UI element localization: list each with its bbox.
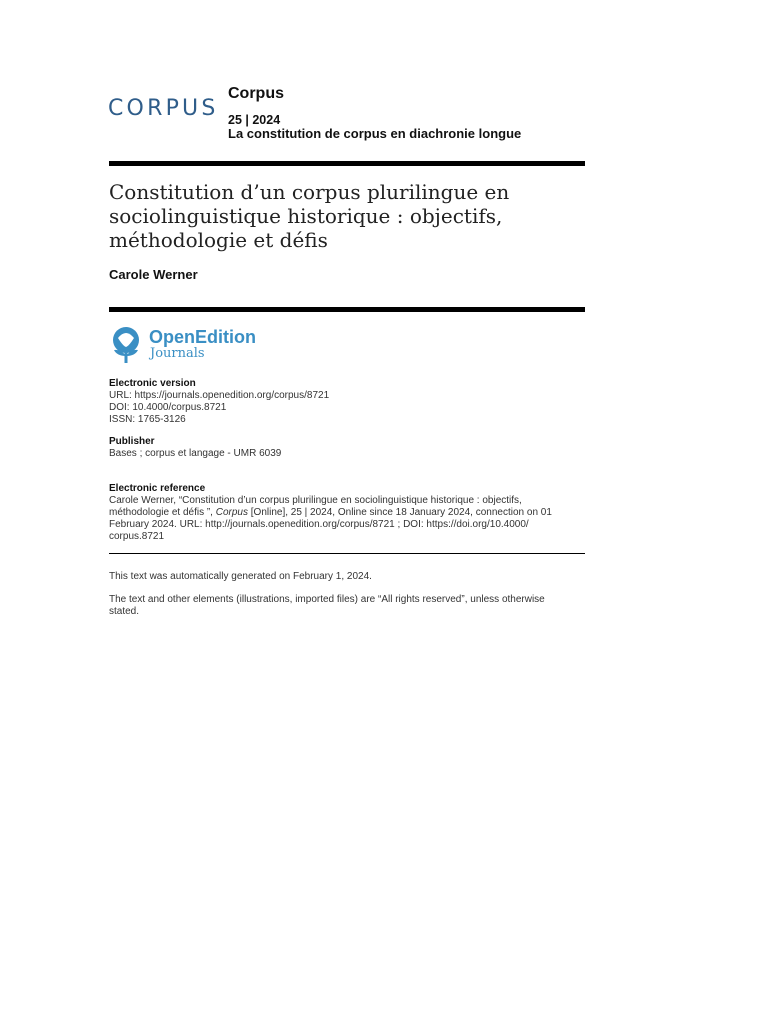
electronic-reference-line: Carole Werner, “Constitution d’un corpus plurilingue en sociolinguistique historique : objectifs, bbox=[109, 495, 522, 506]
publisher-name: Bases ; corpus et langage - UMR 6039 bbox=[109, 448, 282, 459]
corpus-logo: CORPUS bbox=[108, 96, 219, 121]
electronic-version-heading: Electronic version bbox=[109, 378, 196, 389]
journal-name: Corpus bbox=[228, 85, 284, 102]
divider-top bbox=[109, 161, 585, 166]
openedition-sub: Journals bbox=[150, 346, 205, 361]
divider-bottom bbox=[109, 553, 585, 554]
electronic-reference-line[interactable]: corpus.8721 bbox=[109, 531, 165, 542]
electronic-reference-line bbox=[109, 507, 585, 519]
author-name: Carole Werner bbox=[109, 267, 198, 282]
openedition-flower-icon bbox=[109, 326, 149, 366]
rights-line: stated. bbox=[109, 606, 140, 617]
article-title-line: méthodologie et défis bbox=[109, 228, 328, 252]
issue-title: La constitution de corpus en diachronie longue bbox=[228, 126, 522, 141]
reference-text: méthodologie et défis ”, bbox=[109, 507, 216, 518]
rights-note bbox=[109, 594, 585, 618]
reference-text: [Online], 25 | 2024, Online since 18 January 2024, connection on 01 bbox=[247, 507, 552, 518]
publisher-heading: Publisher bbox=[109, 436, 155, 447]
rights-line: The text and other elements (illustrations, imported files) are “All rights reserved”, unless otherwise bbox=[109, 594, 545, 605]
electronic-reference-block bbox=[109, 483, 585, 543]
divider-middle bbox=[109, 307, 585, 312]
issue-number: 25 | 2024 bbox=[228, 113, 281, 127]
electronic-version-url[interactable]: URL: https://journals.openedition.org/corpus/8721 bbox=[109, 390, 330, 401]
article-title-line: sociolinguistique historique : objectifs, bbox=[109, 204, 503, 228]
openedition-name: OpenEdition bbox=[149, 327, 256, 347]
article-title bbox=[109, 180, 579, 252]
electronic-reference-line[interactable]: February 2024. URL: http://journals.openedition.org/corpus/8721 ; DOI: https://doi.org/10.4000/ bbox=[109, 519, 529, 530]
generated-note: This text was automatically generated on February 1, 2024. bbox=[109, 571, 372, 582]
reference-journal: Corpus bbox=[215, 507, 248, 518]
article-title-line: Constitution d’un corpus plurilingue en bbox=[109, 180, 510, 204]
publisher-block bbox=[109, 436, 585, 460]
electronic-version-block bbox=[109, 378, 585, 426]
electronic-version-doi[interactable]: DOI: 10.4000/corpus.8721 bbox=[109, 402, 227, 413]
electronic-reference-heading: Electronic reference bbox=[109, 483, 206, 494]
electronic-version-issn: ISSN: 1765-3126 bbox=[109, 414, 186, 425]
